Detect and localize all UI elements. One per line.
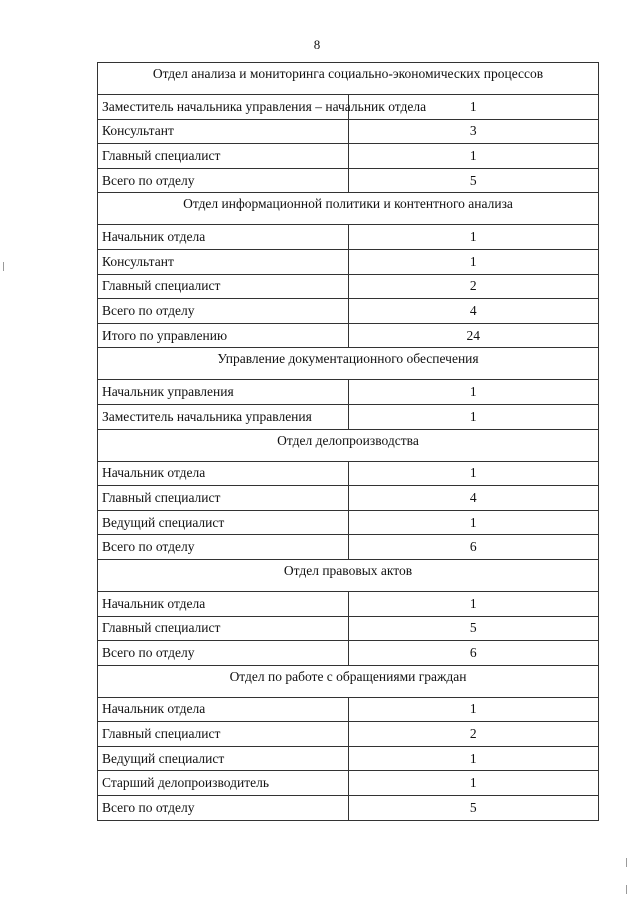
staff-count: 1 bbox=[348, 380, 599, 405]
staff-count: 1 bbox=[348, 404, 599, 429]
staff-count: 5 bbox=[348, 168, 599, 193]
table-row bbox=[98, 404, 599, 429]
staff-count: 1 bbox=[348, 95, 599, 120]
staff-count: 5 bbox=[348, 796, 599, 821]
table-row bbox=[98, 119, 599, 144]
table-row bbox=[98, 591, 599, 616]
staff-count: 1 bbox=[348, 746, 599, 771]
table-row bbox=[98, 380, 599, 405]
position-title: Итого по управлению bbox=[98, 323, 349, 348]
department-title: Отдел делопроизводства bbox=[98, 429, 599, 461]
position-title: Заместитель начальника управления – начальник отдела bbox=[98, 95, 349, 120]
table-row bbox=[98, 274, 599, 299]
department-title: Отдел правовых актов bbox=[98, 559, 599, 591]
staff-count: 6 bbox=[348, 535, 599, 560]
position-title: Главный специалист bbox=[98, 722, 349, 747]
position-title: Главный специалист bbox=[98, 486, 349, 511]
staff-count: 2 bbox=[348, 274, 599, 299]
position-title: Ведущий специалист bbox=[98, 510, 349, 535]
position-title: Всего по отделу bbox=[98, 168, 349, 193]
position-title: Главный специалист bbox=[98, 144, 349, 169]
position-title: Заместитель начальника управления bbox=[98, 404, 349, 429]
position-title: Начальник отдела bbox=[98, 461, 349, 486]
table-row bbox=[98, 641, 599, 666]
table-row bbox=[98, 225, 599, 250]
table-row bbox=[98, 510, 599, 535]
scan-edge-mark bbox=[626, 858, 627, 867]
staff-count: 5 bbox=[348, 616, 599, 641]
scan-edge-mark bbox=[3, 262, 4, 271]
staffing-table-body bbox=[98, 63, 599, 821]
department-header-row bbox=[98, 559, 599, 591]
table-row bbox=[98, 535, 599, 560]
table-row bbox=[98, 461, 599, 486]
table-row bbox=[98, 144, 599, 169]
page-number: 8 bbox=[313, 37, 321, 52]
department-header-row bbox=[98, 665, 599, 697]
position-title: Консультант bbox=[98, 249, 349, 274]
table-row bbox=[98, 697, 599, 722]
staff-count: 1 bbox=[348, 144, 599, 169]
position-title: Консультант bbox=[98, 119, 349, 144]
staff-count: 1 bbox=[348, 225, 599, 250]
position-title: Начальник отдела bbox=[98, 591, 349, 616]
position-title: Всего по отделу bbox=[98, 641, 349, 666]
department-header-row bbox=[98, 429, 599, 461]
position-title: Старший делопроизводитель bbox=[98, 771, 349, 796]
table-row bbox=[98, 486, 599, 511]
table-row bbox=[98, 796, 599, 821]
position-title: Всего по отделу bbox=[98, 535, 349, 560]
table-row bbox=[98, 746, 599, 771]
table-row bbox=[98, 771, 599, 796]
department-title: Отдел анализа и мониторинга социально-экономических процессов bbox=[98, 63, 599, 95]
position-title: Всего по отделу bbox=[98, 796, 349, 821]
position-title: Ведущий специалист bbox=[98, 746, 349, 771]
position-title: Начальник отдела bbox=[98, 225, 349, 250]
staff-count: 4 bbox=[348, 486, 599, 511]
staff-count: 2 bbox=[348, 722, 599, 747]
position-title: Всего по отделу bbox=[98, 299, 349, 324]
staff-count: 1 bbox=[348, 771, 599, 796]
department-title: Отдел информационной политики и контентного анализа bbox=[98, 193, 599, 225]
department-header-row bbox=[98, 193, 599, 225]
table-row bbox=[98, 616, 599, 641]
table-row bbox=[98, 722, 599, 747]
table-row bbox=[98, 95, 599, 120]
department-title: Отдел по работе с обращениями граждан bbox=[98, 665, 599, 697]
staff-count: 6 bbox=[348, 641, 599, 666]
staff-count: 1 bbox=[348, 591, 599, 616]
staff-count: 1 bbox=[348, 697, 599, 722]
department-header-row bbox=[98, 63, 599, 95]
staff-count: 3 bbox=[348, 119, 599, 144]
table-row bbox=[98, 168, 599, 193]
position-title: Главный специалист bbox=[98, 616, 349, 641]
staff-count: 4 bbox=[348, 299, 599, 324]
table-row bbox=[98, 299, 599, 324]
staff-count: 1 bbox=[348, 510, 599, 535]
position-title: Начальник управления bbox=[98, 380, 349, 405]
staffing-table bbox=[97, 62, 599, 821]
department-header-row bbox=[98, 348, 599, 380]
staff-count: 24 bbox=[348, 323, 599, 348]
scan-edge-mark bbox=[626, 885, 627, 894]
staff-count: 1 bbox=[348, 461, 599, 486]
table-row bbox=[98, 323, 599, 348]
position-title: Начальник отдела bbox=[98, 697, 349, 722]
position-title: Главный специалист bbox=[98, 274, 349, 299]
staff-count: 1 bbox=[348, 249, 599, 274]
department-title: Управление документационного обеспечения bbox=[98, 348, 599, 380]
table-row bbox=[98, 249, 599, 274]
